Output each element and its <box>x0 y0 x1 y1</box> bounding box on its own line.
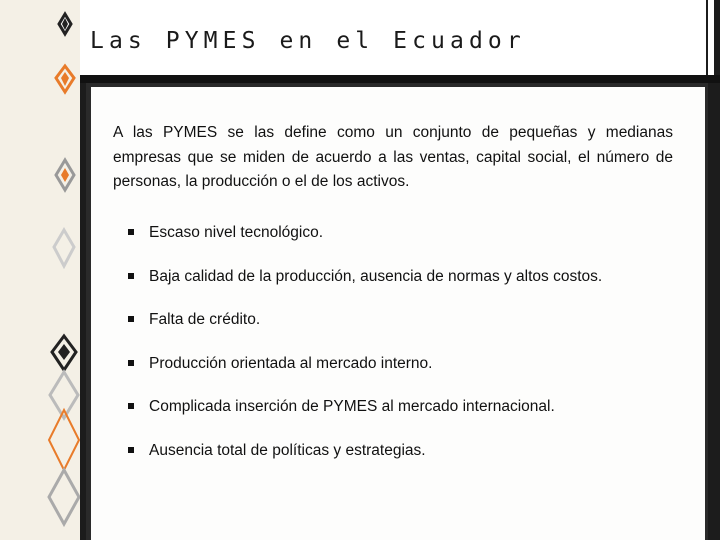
frame-top-border <box>80 75 720 83</box>
list-item <box>128 265 688 309</box>
diamond-pattern <box>0 0 80 540</box>
list-item <box>128 352 688 396</box>
intro-paragraph: A las PYMES se las define como un conjunto de pequeñas y medianas empresas que se miden de acuerdo a las ventas, capital social, el número de personas, la producción o el de los activos. <box>113 124 673 190</box>
bullet-text: Falta de crédito. <box>149 311 261 329</box>
right-frame-highlight <box>708 0 714 80</box>
square-bullet-icon <box>128 273 134 279</box>
square-bullet-icon <box>128 403 134 409</box>
list-item <box>128 308 688 352</box>
list-item <box>128 221 688 265</box>
square-bullet-icon <box>128 360 134 366</box>
square-bullet-icon <box>128 229 134 235</box>
bullet-text: Complicada inserción de PYMES al mercado internacional. <box>149 398 555 416</box>
list-item <box>128 439 688 483</box>
bullet-text: Escaso nivel tecnológico. <box>149 224 324 241</box>
square-bullet-icon <box>128 447 134 453</box>
list-item <box>128 395 688 439</box>
bullet-text: Baja calidad de la producción, ausencia de normas y altos costos. <box>149 267 603 285</box>
slide-title: Las PYMES en el Ecuador <box>90 28 526 54</box>
bullet-text: Ausencia total de políticas y estrategias. <box>149 441 426 459</box>
bullet-list <box>128 221 688 483</box>
bullet-text: Producción orientada al mercado interno. <box>149 354 433 372</box>
square-bullet-icon <box>128 316 134 322</box>
